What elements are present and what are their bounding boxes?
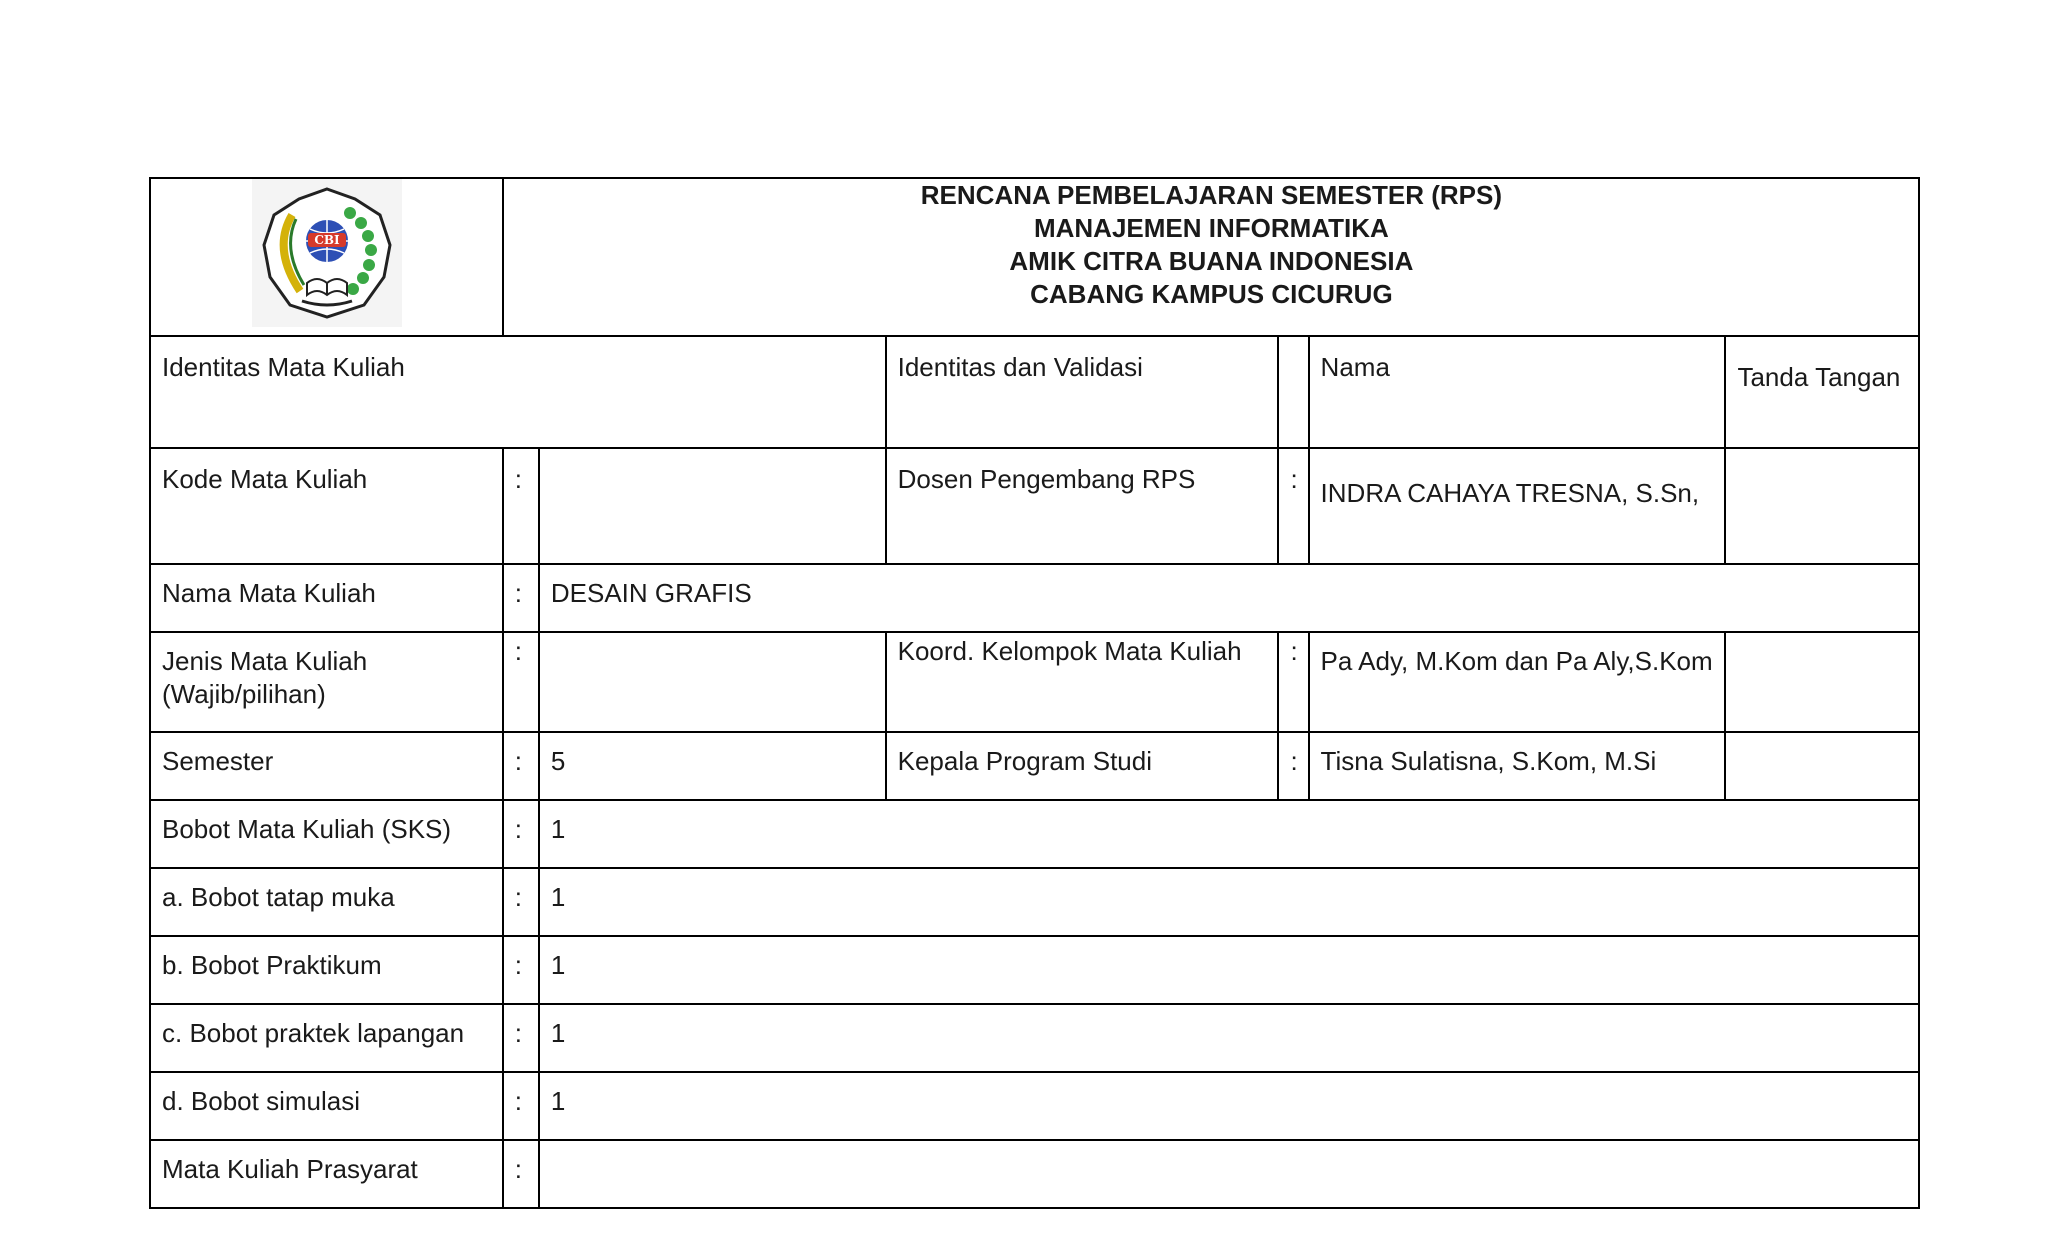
colon: : [503,1072,539,1140]
nama-label: Nama [1309,336,1726,448]
kaprodi-name: Tisna Sulatisna, S.Kom, M.Si [1309,732,1726,800]
jenis-label: Jenis Mata Kuliah (Wajib/pilihan) [150,632,503,732]
prasyarat-row [150,1140,1919,1208]
header-row [150,178,1919,336]
bobot-value: 1 [539,936,1919,1004]
colon: : [503,448,539,564]
dosen-name: INDRA CAHAYA TRESNA, S.Sn, [1309,448,1726,564]
bobot-label: Bobot Mata Kuliah (SKS) [150,800,503,868]
bobot-value: 1 [539,868,1919,936]
semester-label: Semester [150,732,503,800]
bobot-value: 1 [539,1072,1919,1140]
title-line-1: RENCANA PEMBELAJARAN SEMESTER (RPS) [920,180,1502,210]
empty-cell [1278,336,1308,448]
colon: : [503,800,539,868]
bobot-row [150,868,1919,936]
bobot-row [150,1072,1919,1140]
kode-value [539,448,886,564]
tanda-tangan-label: Tanda Tangan [1725,336,1919,448]
colon: : [1278,448,1308,564]
semester-row [150,732,1919,800]
colon: : [503,936,539,1004]
identitas-row [150,336,1919,448]
dosen-label: Dosen Pengembang RPS [886,448,1279,564]
colon: : [503,1140,539,1208]
dosen-signature [1725,448,1919,564]
bobot-value: 1 [539,1004,1919,1072]
title-line-2: MANAJEMEN INFORMATIKA [1033,213,1389,243]
kode-label: Kode Mata Kuliah [150,448,503,564]
bobot-value: 1 [539,800,1919,868]
logo-text: CBI [314,233,340,247]
bobot-label: c. Bobot praktek lapangan [150,1004,503,1072]
prasyarat-label: Mata Kuliah Prasyarat [150,1140,503,1208]
logo-cell [150,178,503,336]
nama-mk-value: DESAIN GRAFIS [539,564,1919,632]
bobot-row [150,936,1919,1004]
nama-mk-label: Nama Mata Kuliah [150,564,503,632]
jenis-row [150,632,1919,732]
koord-signature [1725,632,1919,732]
rps-table [149,177,1920,1209]
semester-value: 5 [539,732,886,800]
colon: : [503,732,539,800]
title-line-4: CABANG KAMPUS CICURUG [1030,279,1393,309]
colon: : [503,868,539,936]
bobot-label: d. Bobot simulasi [150,1072,503,1140]
identitas-mata-kuliah-label: Identitas Mata Kuliah [150,336,886,448]
koord-name: Pa Ady, M.Kom dan Pa Aly,S.Kom [1309,632,1726,732]
bobot-label: a. Bobot tatap muka [150,868,503,936]
title-line-3: AMIK CITRA BUANA INDONESIA [1009,246,1414,276]
jenis-value [539,632,886,732]
prasyarat-value [539,1140,1919,1208]
institution-logo [252,179,402,327]
colon: : [503,1004,539,1072]
bobot-row [150,1004,1919,1072]
bobot-label: b. Bobot Praktikum [150,936,503,1004]
colon: : [1278,632,1308,732]
koord-label: Koord. Kelompok Mata Kuliah [886,632,1279,732]
identitas-validasi-label: Identitas dan Validasi [886,336,1279,448]
bobot-row [150,800,1919,868]
document-title [503,178,1919,336]
kaprodi-label: Kepala Program Studi [886,732,1279,800]
kode-row [150,448,1919,564]
colon: : [1278,732,1308,800]
colon: : [503,632,539,732]
kaprodi-signature [1725,732,1919,800]
colon: : [503,564,539,632]
nama-mk-row [150,564,1919,632]
